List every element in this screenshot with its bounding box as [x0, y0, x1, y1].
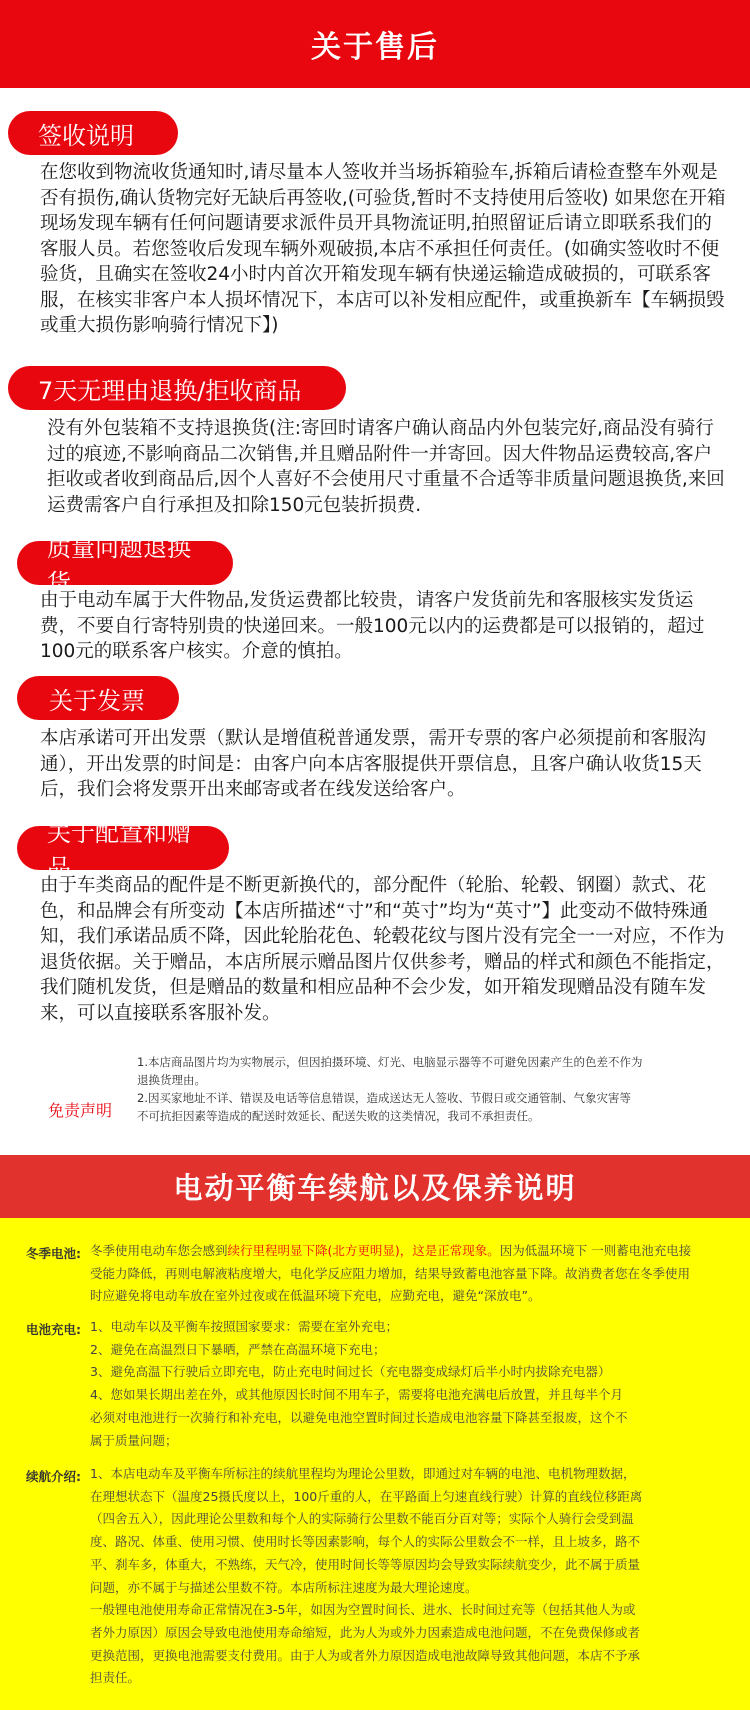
winter-pre: 冬季使用电动车您会感到: [90, 1243, 228, 1258]
range-intro-text: [90, 1463, 730, 1690]
charging-line: 必须对电池进行一次骑行和补充电，以避免电池空置时间过长造成电池容量下降甚至报废，这个不: [90, 1409, 628, 1425]
charging-line: 1、电动车以及平衡车按照国家要求：需要在室外充电；: [90, 1319, 398, 1334]
range-line: 问题，亦不属于与描述公里数不符。本店所标注速度为最大理论速度。: [90, 1579, 478, 1595]
range-line: 者外力原因）原因会导致电池使用寿命缩短，此为人为或外力因素造成电池问题，不在免费保修或者: [90, 1624, 641, 1640]
section-text-quality-return: 由于电动车属于大件物品,发货运费都比较贵，请客户发货前先和客服核实发货运费，不要自行寄特别贵的快递回来。一般100元以内的运费都是可以报销的，超过100元的联系客户核实。介意的慎拍。: [40, 590, 705, 662]
winter-line: 时应避免将电动车放在室外过夜或在低温环境下充电，应勤充电，避免“深放电”。: [90, 1288, 541, 1304]
maintenance-title: 电动平衡车续航以及保养说明: [173, 1171, 577, 1205]
winter-battery-text: [90, 1240, 730, 1308]
range-line: 在理想状态下（温度25摄氏度以上，100斤重的人，在平路面上匀速直线行驶）计算的直线位移距离: [90, 1488, 643, 1504]
range-line: 平、刹车多，体重大，不熟练，天气冷，使用时间长等等原因均会导致实际续航变少，此不属于质量: [90, 1556, 641, 1572]
range-intro-label: 续航介绍:: [26, 1469, 81, 1484]
section-label-signoff: 签收说明: [8, 111, 178, 155]
section-label-quality-return: 质量问题退换货: [17, 541, 233, 585]
section-text-signoff: 在您收到物流收货通知时,请尽量本人签收并当场拆箱验车,拆箱后请检查整车外观是否有损伤,确认货物完好无缺后再签收,(可验货,暂时不支持使用后签收) 如果您在开箱现场发现车辆有任何问题请要求派件员开具物流证明,拍照留证后请立即联系我们的客服人员。若您签收后发现车辆外观破损,本店不承担任何责任。(如确实签收时不便验货，且确实在签收24小时内首次开箱发现车辆有快递运输造成破损的，可联系客服，在核实非客户本人损坏情况下，本店可以补发相应配件，或重换新车【车辆损毁或重大损伤影响骑行情况下】): [40, 162, 726, 336]
range-line: 担责任。: [90, 1670, 141, 1686]
disclaimer-note-line: 退换货理由。: [137, 1073, 206, 1087]
range-line: 更换范围，更换电池需要支付费用。由于人为或者外力原因造成电池故障导致其他问题，本店不予承: [90, 1647, 641, 1663]
range-line: （四舍五入），因此理论公里数和每个人的实际骑行公里数不能百分百对等；实际个人骑行会受到温: [90, 1511, 634, 1527]
disclaimer-note-line: 1.本店商品图片均为实物展示，但因拍摄环境、灯光、电脑显示器等不可避免因素产生的色差不作为: [137, 1055, 643, 1069]
disclaimer-note-line: 不可抗拒因素等造成的配送时效延长、配送失败的这类情况，我司不承担责任。: [137, 1109, 540, 1123]
charging-line: 属于质量问题；: [90, 1432, 178, 1448]
header-banner: [0, 0, 750, 88]
section-text-7day-return: 没有外包装箱不支持退换货(注:寄回时请客户确认商品内外包装完好,商品没有骑行过的痕迹,不影响商品二次销售,并且赠品附件一并寄回。因大件物品运费较高,客户拒收或者收到商品后,因个人喜好不会使用尺寸重量不合适等非质量问题退换货,来回运费需客户自行承担及扣除150元包装折损费.: [47, 418, 725, 516]
disclaimer-label: 免责声明: [48, 1101, 113, 1120]
section-label-7day-return: 7天无理由退换/拒收商品: [8, 366, 346, 410]
winter-battery-label: 冬季电池:: [26, 1246, 81, 1261]
winter-line-0: 因为低温环境下 一则蓄电池充电接: [499, 1243, 692, 1258]
winter-line: 受能力降低，再则电解液粘度增大，电化学反应阻力增加，结果导致蓄电池容量下降。故消费者您在冬季使用: [90, 1265, 691, 1281]
winter-highlight: 续行里程明显下降(北方更明显)，这是正常现象。: [227, 1243, 500, 1258]
maintenance-banner: [0, 1155, 750, 1218]
section-label-invoice: 关于发票: [17, 676, 179, 720]
range-line: 度、路况、体重、使用习惯、使用时长等因素影响，每个人的实际公里数会不一样，且上坡多，路不: [90, 1534, 641, 1550]
range-line: 1、本店电动车及平衡车所标注的续航里程均为理论公里数，即通过对车辆的电池、电机物理数据，: [90, 1466, 636, 1481]
charging-line: 2、避免在高温烈日下暴晒，严禁在高温环境下充电；: [90, 1341, 386, 1357]
disclaimer-note-line: 2.因买家地址不详、错误及电话等信息错误，造成送达无人签收、节假日或交通管制、气象灾害等: [137, 1091, 631, 1105]
section-text-config-gifts: 由于车类商品的配件是不断更新换代的，部分配件（轮胎、轮毂、钢圈）款式、花色，和品牌会有所变动【本店所描述“寸”和“英寸”均为“英寸”】此变动不做特殊通知，我们承诺品质不降，因此轮胎花色、轮毂花纹与图片没有完全一一对应，不作为退货依据。关于赠品，本店所展示赠品图片仅供参考，赠品的样式和颜色不能指定，我们随机发货，但是赠品的数量和相应品种不会少发，如开箱发现赠品没有随车发来，可以直接联系客服补发。: [40, 875, 725, 1024]
section-label-config-gifts: 关于配置和赠品: [17, 826, 229, 870]
page-title: 关于售后: [311, 30, 439, 65]
battery-charging-label: 电池充电:: [26, 1322, 81, 1337]
charging-line: 3、避免高温下行驶后立即充电，防止充电时间过长（充电器变成绿灯后半小时内拔除充电器）: [90, 1364, 611, 1380]
section-text-invoice: 本店承诺可开出发票（默认是增值税普通发票，需开专票的客户必须提前和客服沟通），开出发票的时间是：由客户向本店客服提供开票信息，且客户确认收货15天后，我们会将发票开出来邮寄或者在线发送给客户。: [40, 728, 707, 800]
disclaimer-notes: [137, 1053, 697, 1125]
winter-line: [90, 1240, 730, 1263]
battery-charging-text: [90, 1316, 730, 1452]
charging-line: 4、您如果长期出差在外，或其他原因长时间不用车子，需要将电池充满电后放置，并且每半个月: [90, 1387, 623, 1403]
range-line: 一般锂电池使用寿命正常情况在3-5年，如因为空置时间长、进水、长时间过充等（包括其他人为或: [90, 1602, 636, 1618]
